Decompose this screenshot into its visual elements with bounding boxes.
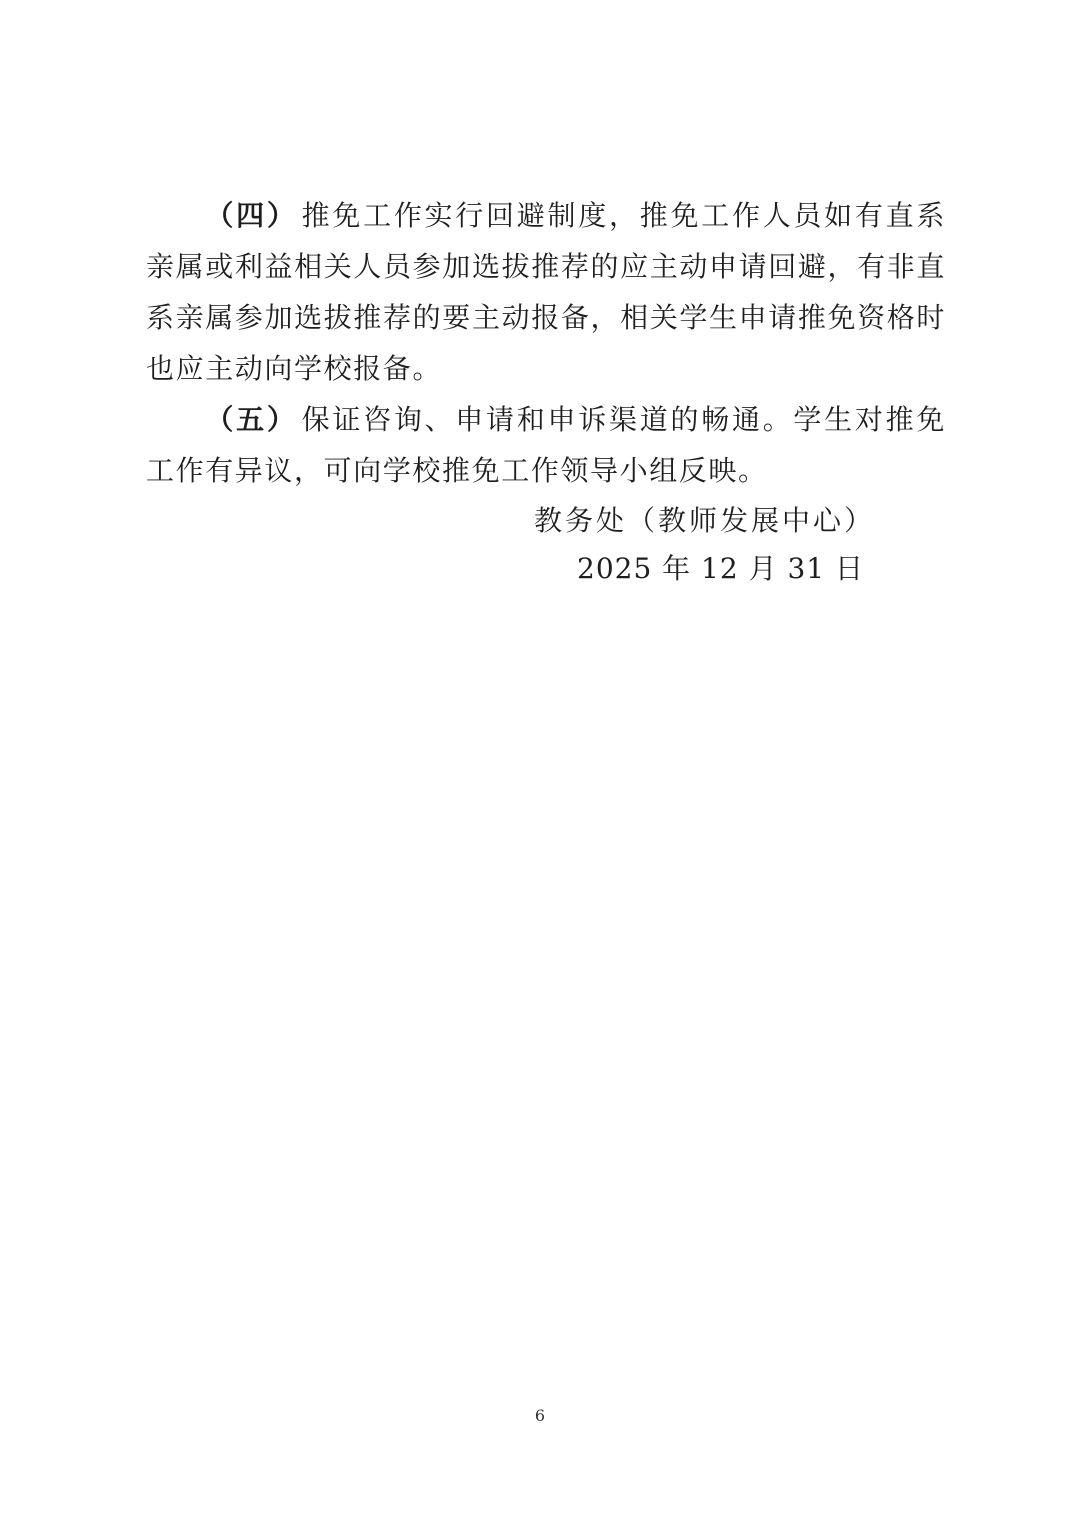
page-number: 6 <box>534 1406 546 1425</box>
paragraph-five <box>146 394 946 496</box>
paragraph-five-text: 保证咨询、申请和申诉渠道的畅通。学生对推免工作有异议，可向学校推免工作领导小组反映。 <box>146 403 946 487</box>
paragraph-five-marker: （五） <box>205 403 298 436</box>
issuer-signature: 教务处（教师发展中心） <box>534 504 876 537</box>
paragraph-four-text: 推免工作实行回避制度，推免工作人员如有直系亲属或利益相关人员参加选拔推荐的应主动申请回避，有非直系亲属参加选拔推荐的要主动报备，相关学生申请推免资格时也应主动向学校报备。 <box>146 199 946 385</box>
issue-date: 2025 年 12 月 31 日 <box>577 552 865 585</box>
document-body <box>146 190 946 496</box>
paragraph-four-marker: （四） <box>205 199 298 232</box>
paragraph-four <box>146 190 946 394</box>
